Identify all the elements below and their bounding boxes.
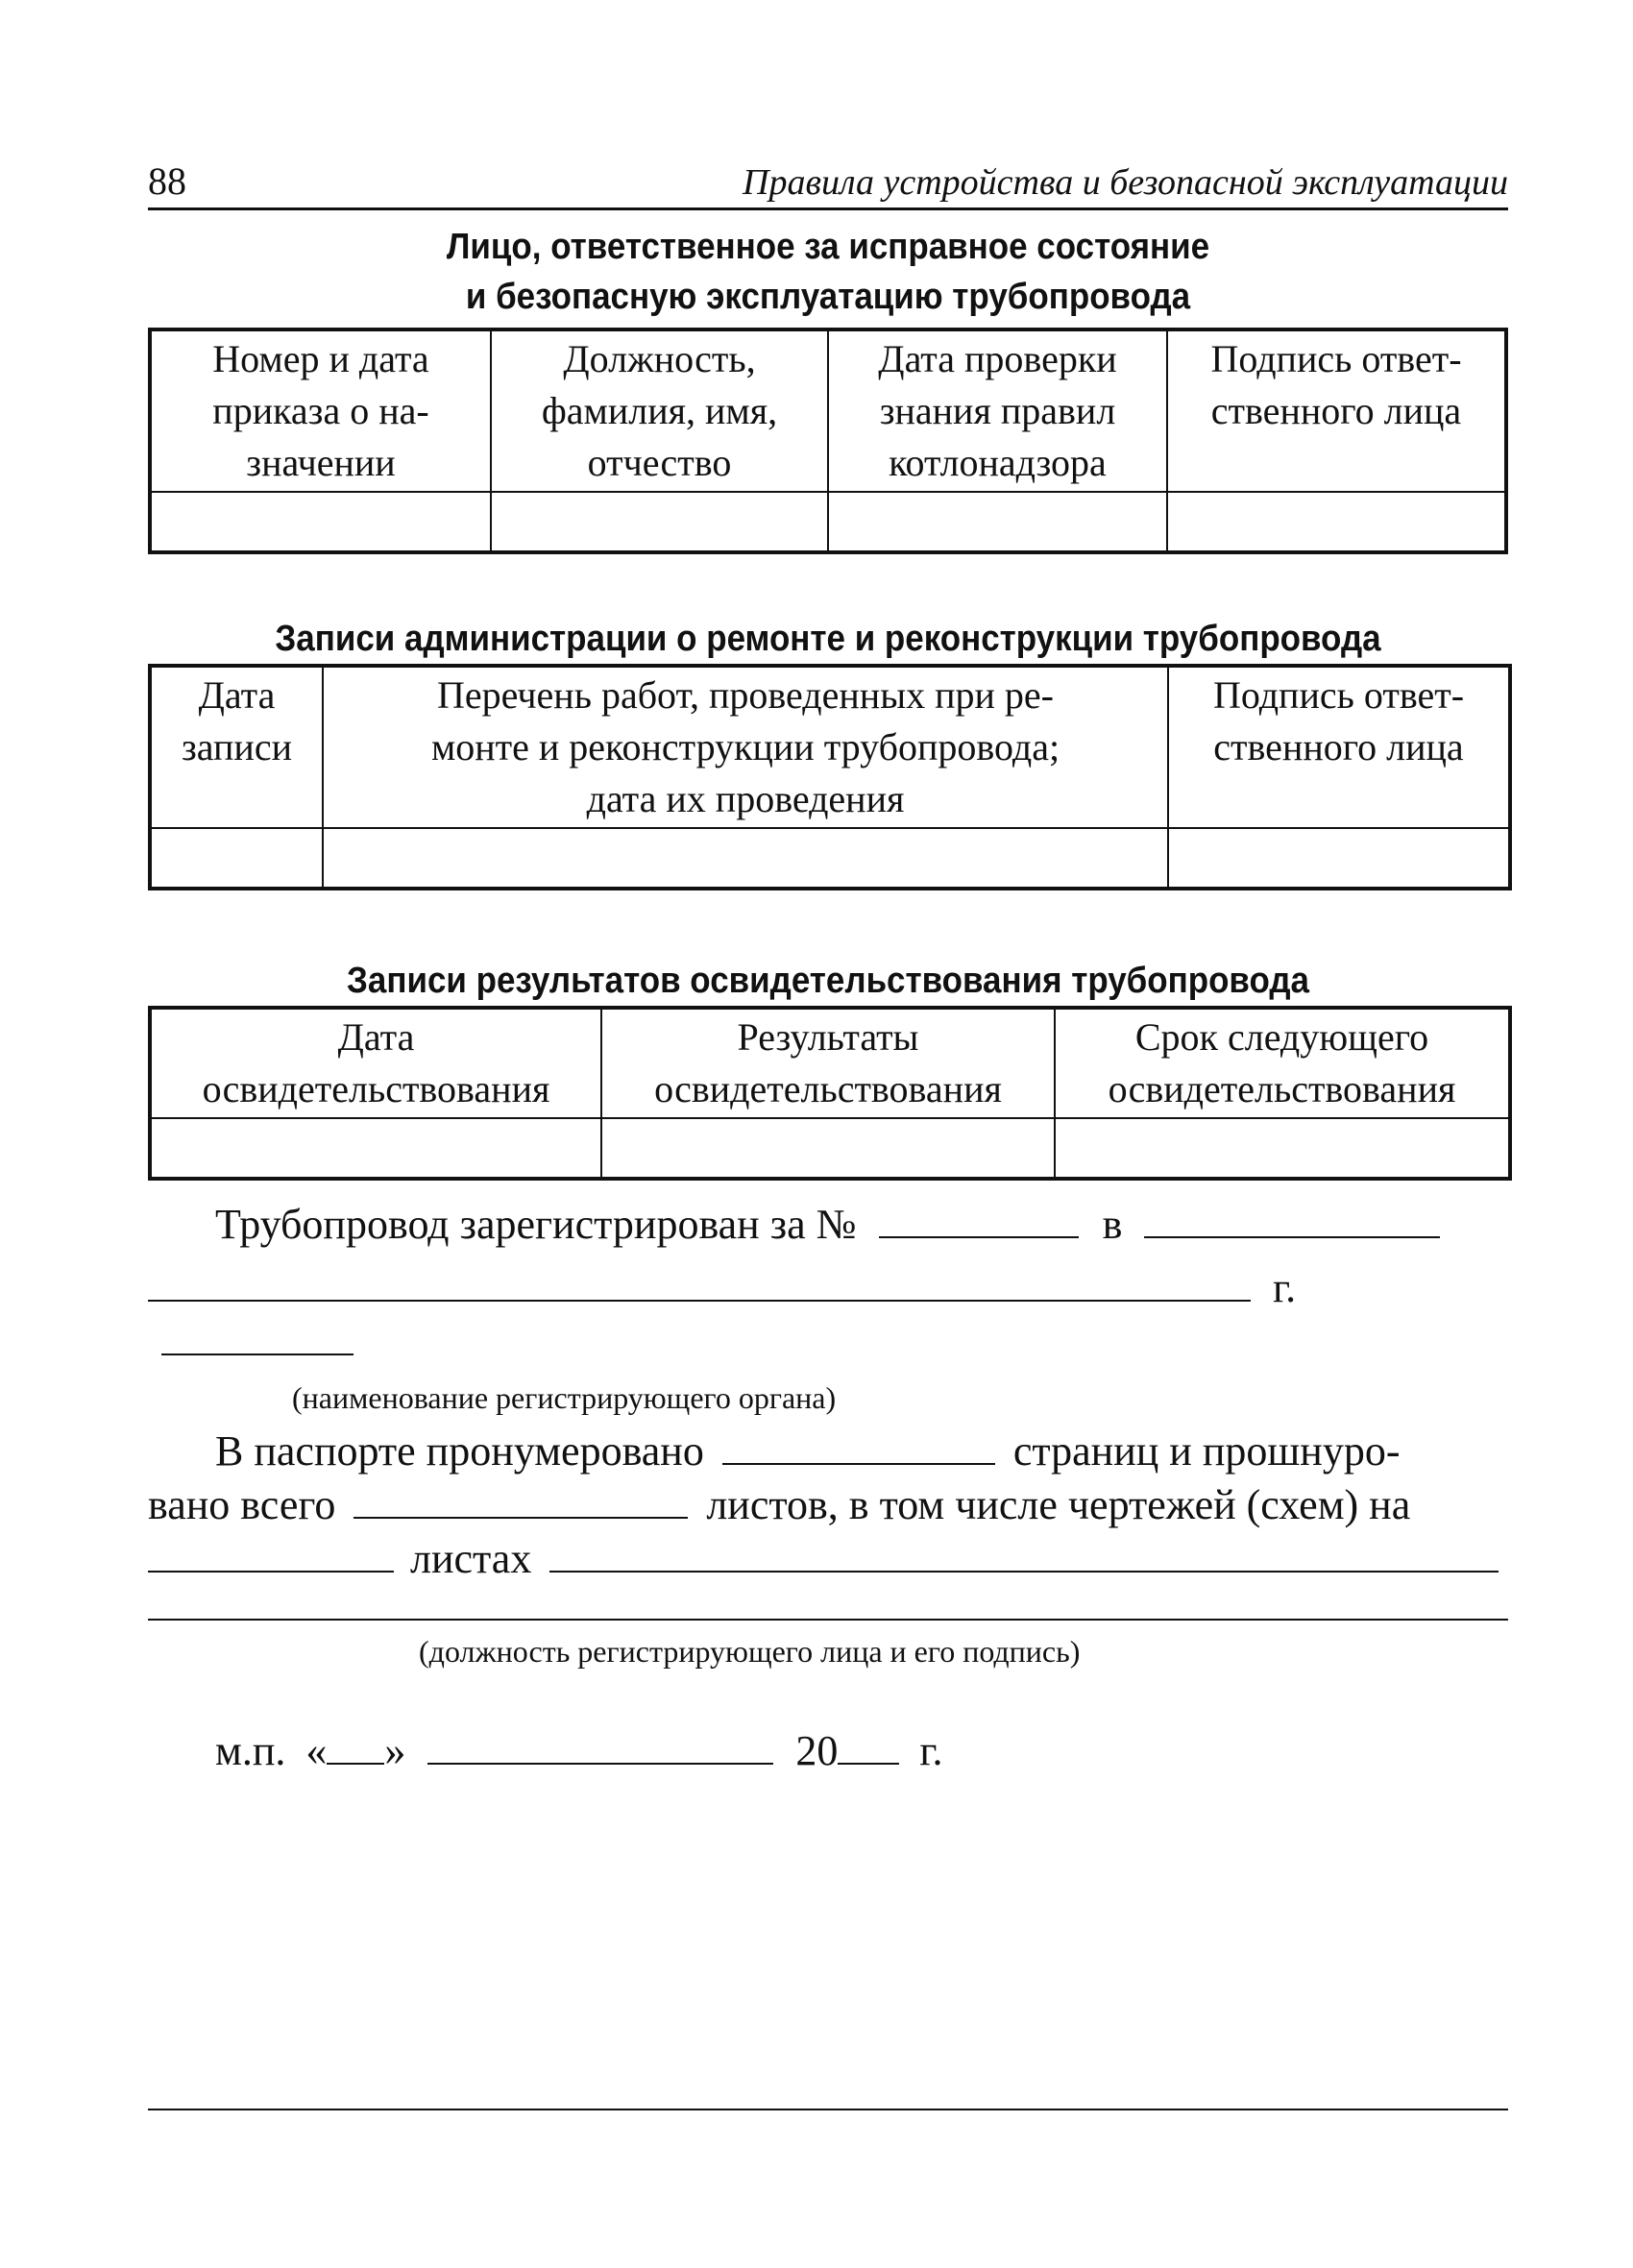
header-text: знания правил <box>879 389 1116 432</box>
header-text: Дата <box>337 1015 415 1059</box>
column-header-next-inspection <box>1055 1008 1510 1118</box>
registration-text: Трубопровод зарегистрирован за № <box>215 1201 857 1248</box>
header-text: дата их проведения <box>586 777 905 820</box>
section-title: Записи результатов освидетельствования трубопровода <box>347 961 1309 1001</box>
header-text: освидетельствования <box>654 1067 1002 1110</box>
stamp-label: м.п. <box>215 1727 286 1774</box>
empty-cell[interactable] <box>601 1118 1055 1179</box>
month-field[interactable] <box>427 1724 773 1765</box>
header-text: освидетельствования <box>1108 1067 1456 1110</box>
footer-rule <box>148 2109 1508 2110</box>
registration-date-field[interactable] <box>1144 1198 1440 1238</box>
passport-pages-line <box>148 1425 1508 1478</box>
year-field[interactable] <box>838 1724 899 1765</box>
header-text: Номер и дата <box>212 337 429 380</box>
repair-records-table <box>148 664 1512 890</box>
header-text: фамилия, имя, <box>541 389 778 432</box>
drawings-extra-field[interactable] <box>549 1532 1499 1573</box>
header-text: Перечень работ, проведенных при ре- <box>437 673 1054 717</box>
year-suffix: г. <box>919 1727 943 1774</box>
stamp-date-line <box>148 1724 1508 1778</box>
running-header <box>148 154 1508 210</box>
section-title-line1: Лицо, ответственное за исправное состояние <box>446 227 1210 267</box>
registration-in-text: в <box>1102 1201 1123 1248</box>
table-header-row <box>150 1008 1510 1118</box>
page-number: 88 <box>148 159 186 203</box>
header-text: ственного лица <box>1213 725 1464 768</box>
column-header-works <box>323 666 1168 828</box>
column-header-signature <box>1167 329 1506 492</box>
table-header-row <box>150 329 1506 492</box>
registration-authority-field[interactable] <box>148 1261 1251 1302</box>
table-row <box>150 492 1506 552</box>
empty-cell[interactable] <box>491 492 828 552</box>
registration-line <box>148 1198 1508 1252</box>
column-header-name <box>491 329 828 492</box>
year-abbrev: г. <box>1273 1264 1297 1311</box>
signature-line[interactable] <box>148 1619 1508 1621</box>
header-text: Подпись ответ- <box>1210 337 1462 380</box>
passport-text: страниц и прошнуро- <box>1012 1427 1401 1475</box>
section-title: Записи администрации о ремонте и реконструкции трубопровода <box>275 619 1381 659</box>
header-text: Должность, <box>563 337 756 380</box>
empty-cell[interactable] <box>1055 1118 1510 1179</box>
day-field[interactable] <box>327 1724 384 1765</box>
column-header-check-date <box>828 329 1167 492</box>
column-header-results <box>601 1008 1055 1118</box>
registration-number-field[interactable] <box>879 1198 1079 1238</box>
drawings-count-field[interactable] <box>148 1532 394 1573</box>
header-text: Подпись ответ- <box>1212 673 1465 717</box>
drawings-line <box>148 1532 1508 1586</box>
column-header-signature <box>1168 666 1510 828</box>
registration-year-field[interactable] <box>161 1315 353 1355</box>
header-text: Срок следующего <box>1134 1015 1429 1059</box>
header-text: ственного лица <box>1210 389 1462 432</box>
quote-open: « <box>305 1727 328 1774</box>
inspection-records-section <box>148 956 1508 1181</box>
header-text: значении <box>246 441 396 484</box>
document-page <box>148 154 1508 1778</box>
authority-caption: (наименование регистрирующего органа) <box>292 1380 837 1415</box>
empty-cell[interactable] <box>150 828 323 889</box>
empty-cell[interactable] <box>323 828 1168 889</box>
header-text: Дата <box>198 673 276 717</box>
header-text: отчество <box>587 441 732 484</box>
header-text: освидетельствования <box>202 1067 550 1110</box>
table-row <box>150 828 1510 889</box>
header-text: записи <box>182 725 292 768</box>
running-title: Правила устройства и безопасной эксплуатации <box>743 162 1508 203</box>
header-text: котлонадзора <box>889 441 1107 484</box>
signature-caption: (должность регистрирующего лица и его подпись) <box>419 1634 1081 1669</box>
quote-close: » <box>384 1727 406 1774</box>
responsible-person-section <box>148 222 1508 554</box>
table-row <box>150 1118 1510 1179</box>
empty-cell[interactable] <box>150 492 491 552</box>
empty-cell[interactable] <box>1167 492 1506 552</box>
header-text: Результаты <box>737 1015 919 1059</box>
pages-count-field[interactable] <box>722 1425 995 1465</box>
repair-records-section <box>148 614 1508 890</box>
sheets-count-field[interactable] <box>353 1478 688 1519</box>
passport-text: В паспорте пронумеровано <box>215 1427 704 1475</box>
passport-sheets-line <box>148 1478 1508 1532</box>
registration-block <box>148 1198 1508 1778</box>
table-header-row <box>150 666 1510 828</box>
empty-cell[interactable] <box>1168 828 1510 889</box>
inspection-records-table <box>148 1006 1512 1181</box>
passport-text: листов, в том числе чертежей (схем) на <box>706 1481 1411 1528</box>
column-header-inspection-date <box>150 1008 601 1118</box>
passport-text: вано всего <box>148 1481 336 1528</box>
header-text: Дата проверки <box>878 337 1117 380</box>
header-text: приказа о на- <box>212 389 429 432</box>
empty-cell[interactable] <box>828 492 1167 552</box>
column-header-date <box>150 666 323 828</box>
passport-text: листах <box>410 1535 532 1582</box>
header-text: монте и реконструкции трубопровода; <box>430 725 1060 768</box>
registration-authority-line <box>148 1261 1508 1369</box>
empty-cell[interactable] <box>150 1118 601 1179</box>
section-title-line2: и безопасную эксплуатацию трубопровода <box>465 277 1191 317</box>
column-header-order <box>150 329 491 492</box>
year-prefix: 20 <box>795 1727 839 1774</box>
responsible-person-table <box>148 328 1508 554</box>
